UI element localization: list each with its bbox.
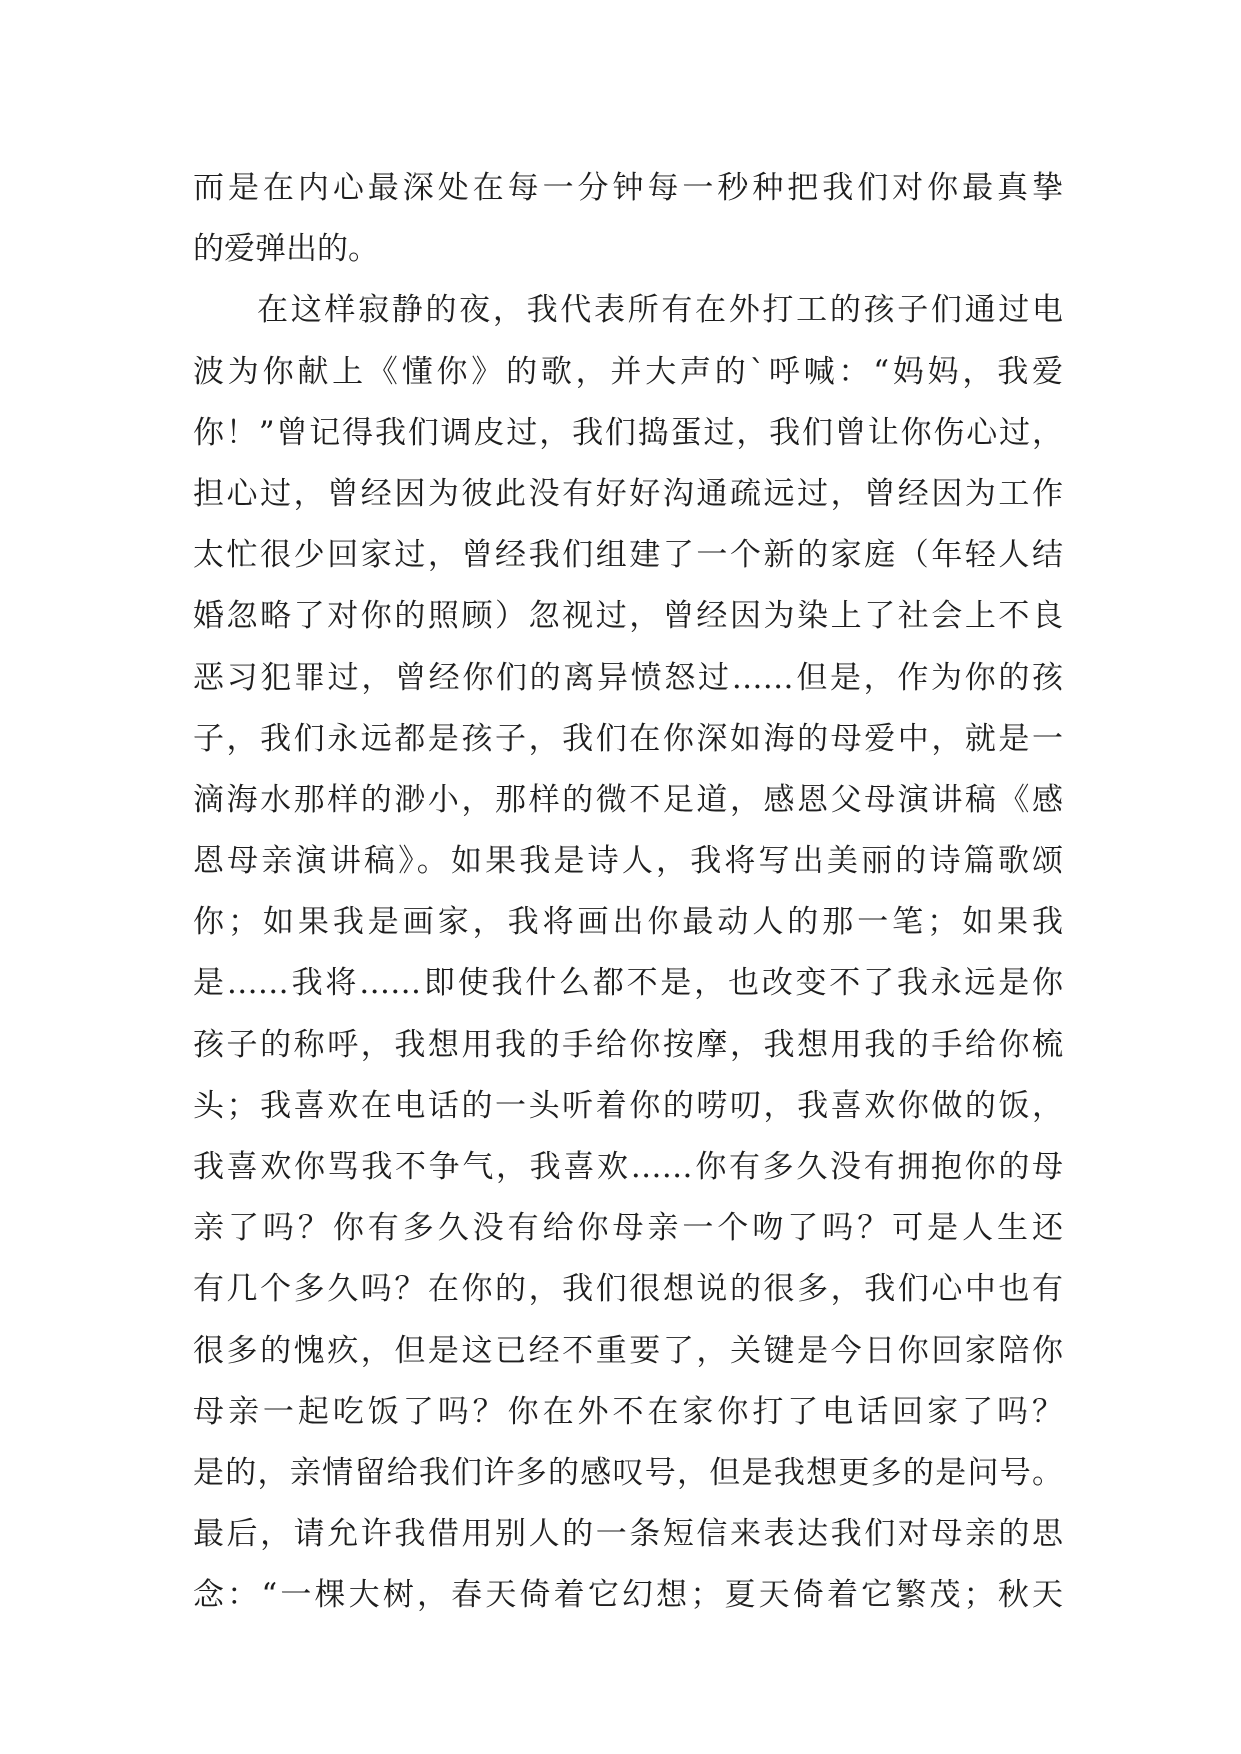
text-line: 念：“一棵大树，春天倚着它幻想；夏天倚着它繁茂；秋天 xyxy=(193,1577,1063,1614)
text-line: 婚忽略了对你的照顾）忽视过，曾经因为染上了社会上不良 xyxy=(193,598,1063,635)
text-line: 是……我将……即使我什么都不是，也改变不了我永远是你 xyxy=(193,965,1063,1002)
text-line: 我喜欢你骂我不争气，我喜欢……你有多久没有拥抱你的母 xyxy=(193,1149,1063,1185)
text-line: 波为你献上《懂你》的歌，并大声的`呼喊：“妈妈，我爱 xyxy=(193,353,1063,390)
text-line: 而是在内心最深处在每一分钟每一秒种把我们对你最真挚 xyxy=(193,170,1063,206)
text-line: 孩子的称呼，我想用我的手给你按摩，我想用我的手给你梳 xyxy=(193,1026,1063,1063)
text-line: 你！”曾记得我们调皮过，我们捣蛋过，我们曾让你伤心过， xyxy=(193,414,1063,451)
text-line: 的爱弹出的。 xyxy=(193,231,379,268)
text-line: 担心过，曾经因为彼此没有好好沟通疏远过，曾经因为工作 xyxy=(193,475,1063,512)
text-line: 很多的愧疚，但是这已经不重要了，关键是今日你回家陪你 xyxy=(193,1332,1063,1369)
body-text xyxy=(193,158,1063,1627)
text-line: 母亲一起吃饭了吗？你在外不在家你打了电话回家了吗？ xyxy=(193,1393,1063,1430)
text-line: 滴海水那样的渺小，那样的微不足道，感恩父母演讲稿《感 xyxy=(193,781,1063,818)
text-line: 恩母亲演讲稿》。如果我是诗人，我将写出美丽的诗篇歌颂 xyxy=(193,843,1063,880)
text-line: 有几个多久吗？在你的，我们很想说的很多，我们心中也有 xyxy=(193,1271,1063,1308)
text-line: 太忙很少回家过，曾经我们组建了一个新的家庭（年轻人结 xyxy=(193,537,1063,574)
text-line: 你；如果我是画家，我将画出你最动人的那一笔；如果我 xyxy=(193,904,1063,941)
text-line: 恶习犯罪过，曾经你们的离异愤怒过……但是，作为你的孩 xyxy=(193,659,1063,696)
text-line: 是的，亲情留给我们许多的感叹号，但是我想更多的是问号。 xyxy=(193,1454,1063,1491)
text-line: 头；我喜欢在电话的一头听着你的唠叨，我喜欢你做的饭， xyxy=(193,1087,1063,1124)
text-line: 子，我们永远都是孩子，我们在你深如海的母爱中，就是一 xyxy=(193,720,1063,757)
text-line: 亲了吗？你有多久没有给你母亲一个吻了吗？可是人生还 xyxy=(193,1210,1063,1247)
text-line: 最后，请允许我借用别人的一条短信来表达我们对母亲的思 xyxy=(193,1516,1063,1553)
paragraph-start-line: 在这样寂静的夜，我代表所有在外打工的孩子们通过电 xyxy=(257,292,1063,329)
